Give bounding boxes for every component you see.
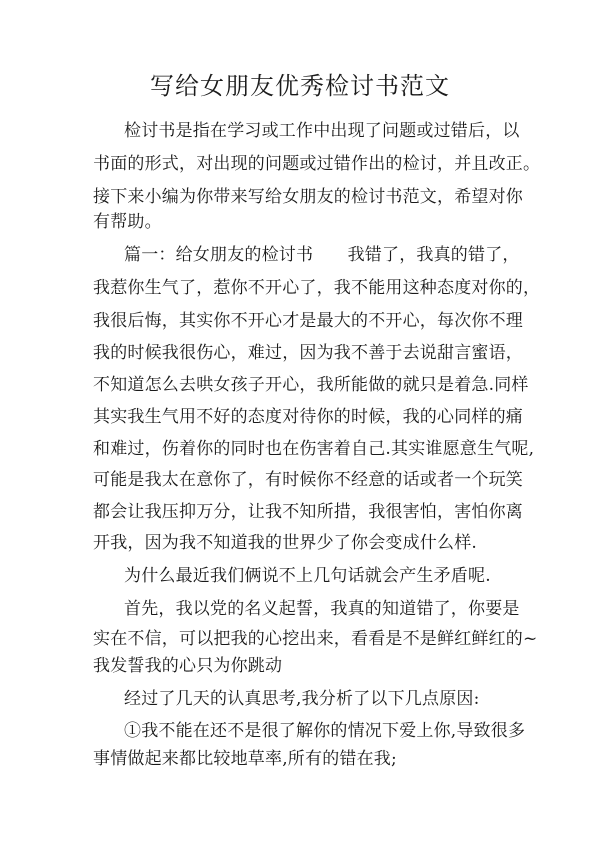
- paragraph-line: ①我不能在还不是很了解你的情况下爱上你,导致很多: [124, 721, 526, 741]
- paragraph-line: 经过了几天的认真思考,我分析了以下几点原因:: [124, 689, 480, 709]
- document-title: 写给女朋友优秀检讨书范文: [150, 72, 450, 100]
- paragraph-line: 篇一：给女朋友的检讨书 我错了，我真的错了，: [124, 245, 520, 265]
- paragraph-line: 接下来小编为你带来写给女朋友的检讨书范文，希望对你: [93, 187, 523, 207]
- paragraph-line: 我发誓我的心只为你跳动: [93, 656, 283, 676]
- paragraph-line: 书面的形式，对出现的问题或过错作出的检讨，并且改正。: [93, 154, 541, 174]
- paragraph-line: 都会让我压抑万分，让我不知所措，我很害怕，害怕你离: [93, 502, 523, 522]
- paragraph-line: 和难过，伤着你的同时也在伤害着自己.其实谁愿意生气呢,: [93, 439, 535, 459]
- paragraph-line: 不知道怎么去哄女孩子开心，我所能做的就只是着急.同样: [93, 375, 529, 395]
- paragraph-line: 首先，我以党的名义起誓，我真的知道错了，你要是: [124, 599, 520, 619]
- paragraph-line: 为什么最近我们俩说不上几句话就会产生矛盾呢.: [124, 566, 491, 586]
- paragraph-line: 实在不信，可以把我的心挖出来，看看是不是鲜红鲜红的~: [93, 629, 538, 649]
- paragraph-line: 事情做起来都比较地草率,所有的错在我;: [93, 749, 397, 769]
- paragraph-line: 我的时候我很伤心，难过，因为我不善于去说甜言蜜语，: [93, 343, 523, 363]
- paragraph-line: 开我，因为我不知道我的世界少了你会变成什么样.: [93, 533, 478, 553]
- paragraph-line: 其实我生气用不好的态度对待你的时候，我的心同样的痛: [93, 407, 523, 427]
- paragraph-line: 可能是我太在意你了，有时候你不经意的话或者一个玩笑: [93, 470, 523, 490]
- paragraph-line: 检讨书是指在学习或工作中出现了问题或过错后，以: [124, 121, 520, 141]
- paragraph-line: 我很后悔，其实你不开心才是最大的不开心，每次你不理: [93, 311, 523, 331]
- paragraph-line: 我惹你生气了，惹你不开心了，我不能用这种态度对你的，: [93, 278, 541, 298]
- paragraph-line: 有帮助。: [93, 212, 162, 232]
